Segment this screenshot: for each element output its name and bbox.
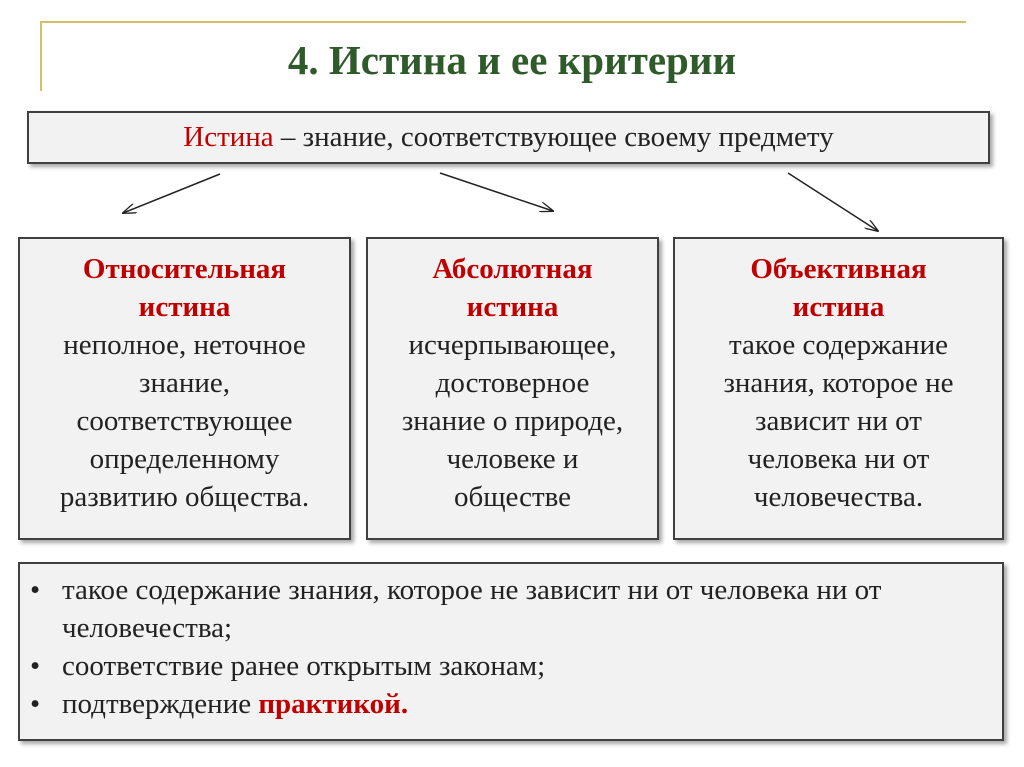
arrow-to-absolute xyxy=(440,173,553,211)
card-relative-truth xyxy=(18,237,351,540)
bullet-icon: • xyxy=(30,650,41,682)
definition-text: – знание, соответствующее своему предмету xyxy=(273,121,834,153)
card-absolute-truth xyxy=(366,237,659,540)
criteria-item: • подтверждение практикой. xyxy=(30,685,992,723)
card-objective-heading: Объективная истина xyxy=(750,253,927,323)
criteria-list xyxy=(30,571,992,723)
criteria-emphasis: практикой. xyxy=(258,688,409,720)
card-absolute-heading: Абсолютная истина xyxy=(432,253,593,323)
bullet-icon: • xyxy=(30,574,41,606)
bullet-icon: • xyxy=(30,688,41,720)
criteria-item: • соответствие ранее открытым законам; xyxy=(30,647,992,685)
criteria-box xyxy=(18,562,1004,741)
card-objective-body: такое содержание знания, которое не зависит ни от человека ни от человечества. xyxy=(723,329,954,513)
card-objective-truth xyxy=(673,237,1004,540)
card-absolute-body: исчерпывающее, достоверное знание о природе, человеке и обществе xyxy=(401,329,624,513)
definition-term: Истина xyxy=(183,121,274,153)
page-title: 4. Истина и ее критерии xyxy=(287,37,737,83)
card-relative-heading: Относительная истина xyxy=(82,253,287,323)
arrow-to-relative xyxy=(123,174,220,213)
card-relative-body: неполное, неточное знание, соответствующее определенному развитию общества. xyxy=(59,329,310,513)
criteria-item: • такое содержание знания, которое не зависит ни от человека ни от человечества; xyxy=(30,571,992,647)
arrow-to-objective xyxy=(788,173,878,231)
